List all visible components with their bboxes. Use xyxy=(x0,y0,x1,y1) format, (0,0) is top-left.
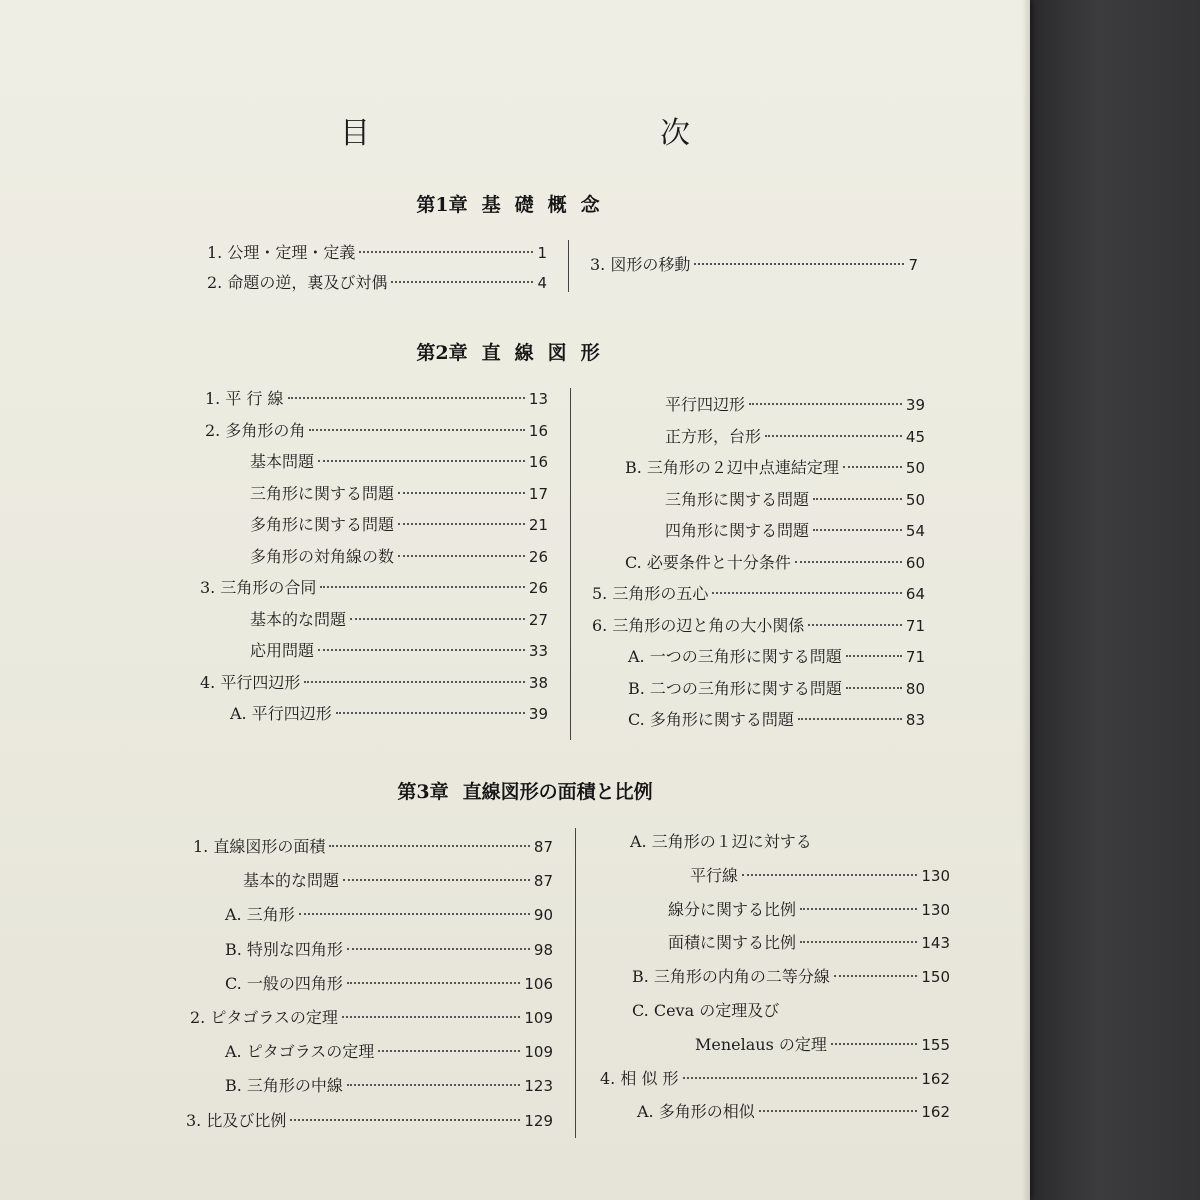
toc-entry-label: 平行線 xyxy=(690,865,739,885)
toc-entry-page: 7 xyxy=(908,256,918,274)
toc-entry[interactable] xyxy=(637,1099,950,1125)
toc-entry[interactable] xyxy=(250,607,548,633)
toc-entry[interactable] xyxy=(250,512,548,538)
toc-entry-page: 39 xyxy=(905,396,925,414)
toc-entry[interactable] xyxy=(200,575,548,601)
leader-dots xyxy=(336,712,525,714)
toc-entry[interactable] xyxy=(668,930,950,956)
toc-entry[interactable] xyxy=(665,487,925,513)
toc-entry-label: 多角形に関する問題 xyxy=(250,515,395,534)
toc-entry-label: 3. 三角形の合同 xyxy=(200,578,317,597)
chapter-1-number: 第1章 xyxy=(416,194,468,216)
toc-entry-label: A. 三角形 xyxy=(225,905,295,925)
toc-entry-label: B. 二つの三角形に関する問題 xyxy=(628,678,842,698)
toc-entry-page: 106 xyxy=(524,974,553,993)
toc-entry-page: 155 xyxy=(921,1035,950,1054)
toc-entry[interactable] xyxy=(695,1032,950,1058)
toc-entry-label: B. 特別な四角形 xyxy=(225,939,343,959)
toc-entry[interactable] xyxy=(225,1039,553,1065)
toc-entry[interactable] xyxy=(668,897,950,923)
toc-entry-page: 13 xyxy=(528,390,548,408)
toc-entry-label: A. 多角形の相似 xyxy=(637,1102,755,1122)
page-title: 目 次 xyxy=(340,116,820,151)
leader-dots xyxy=(347,1084,520,1086)
toc-entry-page: 64 xyxy=(905,585,925,603)
leader-dots xyxy=(359,251,533,253)
leader-dots xyxy=(831,1043,917,1045)
toc-entry-page: 26 xyxy=(528,579,548,597)
toc-entry-page: 38 xyxy=(528,673,548,692)
toc-entry-label: 四角形に関する問題 xyxy=(665,521,810,540)
toc-entry-label: A. 平行四辺形 xyxy=(230,704,332,723)
leader-dots xyxy=(318,649,525,651)
leader-dots xyxy=(304,681,525,683)
toc-entry[interactable] xyxy=(250,544,548,570)
leader-dots xyxy=(800,908,917,910)
toc-entry-page: 150 xyxy=(921,968,950,987)
toc-entry-label: 応用問題 xyxy=(250,641,315,660)
leader-dots xyxy=(342,1016,520,1018)
leader-dots xyxy=(808,624,902,626)
leader-dots xyxy=(309,429,525,431)
toc-entry-page: 27 xyxy=(528,610,548,629)
leader-dots xyxy=(795,561,902,563)
toc-entry-page: 123 xyxy=(524,1077,553,1096)
leader-dots xyxy=(813,498,902,500)
toc-entry-label: C. 一般の四角形 xyxy=(225,973,343,993)
leader-dots xyxy=(798,718,902,720)
toc-entry-label: 2. ピタゴラスの定理 xyxy=(190,1008,338,1027)
leader-dots xyxy=(350,618,525,620)
chapter-2-heading xyxy=(0,338,1030,365)
leader-dots xyxy=(288,397,525,399)
toc-entry[interactable] xyxy=(207,240,547,266)
toc-entry-label: C. 必要条件と十分条件 xyxy=(625,552,791,572)
toc-entry[interactable] xyxy=(250,638,548,664)
toc-entry-label: 2. 命題の逆，裏及び対偶 xyxy=(207,273,388,292)
toc-entry-label: 1. 公理・定理・定義 xyxy=(207,243,356,262)
toc-entry-label: 6. 三角形の辺と角の大小関係 xyxy=(592,615,805,635)
toc-entry-label: B. 三角形の中線 xyxy=(225,1076,343,1096)
leader-dots xyxy=(320,586,525,588)
toc-entry-page: 71 xyxy=(905,616,925,635)
leader-dots xyxy=(683,1077,918,1079)
leader-dots xyxy=(765,435,902,437)
toc-entry-label: 線分に関する比例 xyxy=(668,899,797,919)
leader-dots xyxy=(398,555,525,557)
toc-entry[interactable] xyxy=(225,1073,553,1099)
toc-entry[interactable] xyxy=(193,834,553,860)
toc-entry[interactable] xyxy=(250,449,548,475)
leader-dots xyxy=(843,466,902,468)
toc-entry-page: 33 xyxy=(528,642,548,660)
toc-entry[interactable] xyxy=(250,481,548,507)
toc-entry-label: 面積に関する比例 xyxy=(668,933,797,953)
toc-entry-label: 1. 平 行 線 xyxy=(205,389,284,408)
toc-entry-page: 50 xyxy=(905,490,925,509)
desk-background xyxy=(1030,0,1200,1200)
toc-entry-page: 87 xyxy=(533,838,553,856)
toc-entry[interactable] xyxy=(665,518,925,544)
toc-entry-label: C. Ceva の定理及び xyxy=(632,1001,780,1020)
toc-entry[interactable] xyxy=(632,964,950,990)
toc-entry-label: C. 多角形に関する問題 xyxy=(628,710,794,729)
toc-entry-page: 98 xyxy=(533,940,553,959)
toc-entry-page: 39 xyxy=(528,705,548,723)
toc-entry-label: A. 一つの三角形に関する問題 xyxy=(628,647,842,666)
toc-entry-page: 83 xyxy=(905,711,925,729)
toc-entry-page: 130 xyxy=(921,866,950,885)
toc-entry-label: 正方形，台形 xyxy=(665,426,762,446)
toc-entry-label: 三角形に関する問題 xyxy=(665,489,810,509)
leader-dots xyxy=(846,687,902,689)
toc-entry-page: 143 xyxy=(921,934,950,953)
toc-entry[interactable] xyxy=(625,550,925,576)
toc-entry-label: Menelaus の定理 xyxy=(695,1034,827,1054)
toc-entry-page: 162 xyxy=(921,1103,950,1122)
toc-entry[interactable] xyxy=(200,670,548,696)
toc-entry-page: 21 xyxy=(528,516,548,534)
toc-entry-label: 基本的な問題 xyxy=(243,871,340,891)
toc-entry-page: 45 xyxy=(905,427,925,446)
leader-dots xyxy=(846,655,902,657)
toc-entry-label: B. 三角形の内角の二等分線 xyxy=(632,967,830,987)
toc-entry[interactable] xyxy=(690,863,950,889)
toc-entry[interactable] xyxy=(628,676,925,702)
toc-entry[interactable] xyxy=(590,252,918,278)
toc-entry[interactable] xyxy=(225,971,553,997)
toc-entry[interactable] xyxy=(205,386,548,412)
toc-entry-page: 1 xyxy=(537,244,547,262)
toc-entry[interactable] xyxy=(665,424,925,450)
toc-entry-label: 基本問題 xyxy=(250,452,315,471)
leader-dots xyxy=(759,1110,918,1112)
leader-dots xyxy=(391,281,533,283)
chapter-2-number: 第2章 xyxy=(416,342,468,364)
toc-entry-page: 162 xyxy=(921,1069,950,1088)
chapter-2-name: 直線図形 xyxy=(481,342,614,364)
toc-entry-label: A. ピタゴラスの定理 xyxy=(225,1042,375,1062)
leader-dots xyxy=(329,845,530,847)
toc-entry[interactable] xyxy=(592,581,925,607)
leader-dots xyxy=(299,913,530,915)
toc-entry[interactable] xyxy=(207,270,547,296)
chapter-3-divider xyxy=(575,828,576,1138)
leader-dots xyxy=(712,592,902,594)
toc-entry-page: 60 xyxy=(905,553,925,572)
chapter-2-divider xyxy=(570,388,571,740)
toc-entry[interactable] xyxy=(628,707,925,733)
leader-dots xyxy=(813,529,902,531)
chapter-1-heading xyxy=(0,190,1030,217)
toc-entry-label: 4. 相 似 形 xyxy=(600,1068,679,1088)
toc-entry-page: 129 xyxy=(524,1111,553,1130)
leader-dots xyxy=(749,403,902,405)
toc-entry[interactable] xyxy=(630,829,950,855)
toc-entry-label: 多角形の対角線の数 xyxy=(250,546,395,566)
toc-entry[interactable] xyxy=(190,1005,553,1031)
leader-dots xyxy=(398,492,525,494)
toc-entry-label: 3. 図形の移動 xyxy=(590,255,691,274)
chapter-3-number: 第3章 xyxy=(397,781,449,803)
leader-dots xyxy=(347,948,530,950)
toc-entry-page: 54 xyxy=(905,522,925,540)
toc-entry[interactable] xyxy=(186,1108,553,1134)
toc-entry-label: 1. 直線図形の面積 xyxy=(193,837,326,856)
toc-entry-label: 5. 三角形の五心 xyxy=(592,584,709,603)
toc-entry-page: 80 xyxy=(905,679,925,698)
leader-dots xyxy=(318,460,525,462)
chapter-3-heading xyxy=(0,777,1030,804)
toc-entry-label: 2. 多角形の角 xyxy=(205,420,306,440)
toc-entry[interactable] xyxy=(230,701,548,727)
toc-entry-page: 130 xyxy=(921,900,950,919)
toc-entry-label: 4. 平行四辺形 xyxy=(200,672,301,692)
toc-entry-page: 26 xyxy=(528,547,548,566)
chapter-1-divider xyxy=(568,240,569,292)
toc-entry-page: 17 xyxy=(528,484,548,503)
leader-dots xyxy=(347,982,521,984)
chapter-1-name: 基礎概念 xyxy=(481,194,614,216)
toc-entry-page: 109 xyxy=(524,1043,553,1062)
toc-entry-label: 基本的な問題 xyxy=(250,609,347,629)
leader-dots xyxy=(834,975,917,977)
leader-dots xyxy=(742,874,917,876)
leader-dots xyxy=(290,1119,520,1121)
chapter-3-name: 直線図形の面積と比例 xyxy=(462,781,653,803)
toc-entry-page: 50 xyxy=(905,459,925,477)
page-edge-shadow xyxy=(1022,0,1030,1200)
toc-entry[interactable] xyxy=(592,613,925,639)
toc-entry[interactable] xyxy=(225,902,553,928)
toc-entry[interactable] xyxy=(632,998,950,1024)
toc-entry[interactable] xyxy=(628,644,925,670)
toc-entry-label: B. 三角形の２辺中点連結定理 xyxy=(625,458,839,477)
leader-dots xyxy=(694,263,904,265)
toc-entry[interactable] xyxy=(205,418,548,444)
toc-entry-page: 109 xyxy=(524,1009,553,1027)
toc-entry-label: 平行四辺形 xyxy=(665,395,746,414)
leader-dots xyxy=(398,523,525,525)
leader-dots xyxy=(378,1050,520,1052)
toc-entry-page: 16 xyxy=(528,421,548,440)
toc-entry[interactable] xyxy=(625,455,925,481)
toc-entry-page: 16 xyxy=(528,453,548,471)
toc-entry-page: 4 xyxy=(537,274,547,292)
toc-entry-page: 87 xyxy=(533,872,553,891)
toc-entry[interactable] xyxy=(243,868,553,894)
toc-entry-label: 3. 比及び比例 xyxy=(186,1110,287,1130)
toc-entry-page: 71 xyxy=(905,648,925,666)
toc-entry[interactable] xyxy=(600,1066,950,1092)
toc-entry-page: 90 xyxy=(533,906,553,925)
leader-dots xyxy=(343,879,530,881)
toc-entry[interactable] xyxy=(665,392,925,418)
toc-entry[interactable] xyxy=(225,937,553,963)
toc-entry-label: 三角形に関する問題 xyxy=(250,483,395,503)
leader-dots xyxy=(800,941,917,943)
toc-entry-label: A. 三角形の１辺に対する xyxy=(630,832,812,851)
